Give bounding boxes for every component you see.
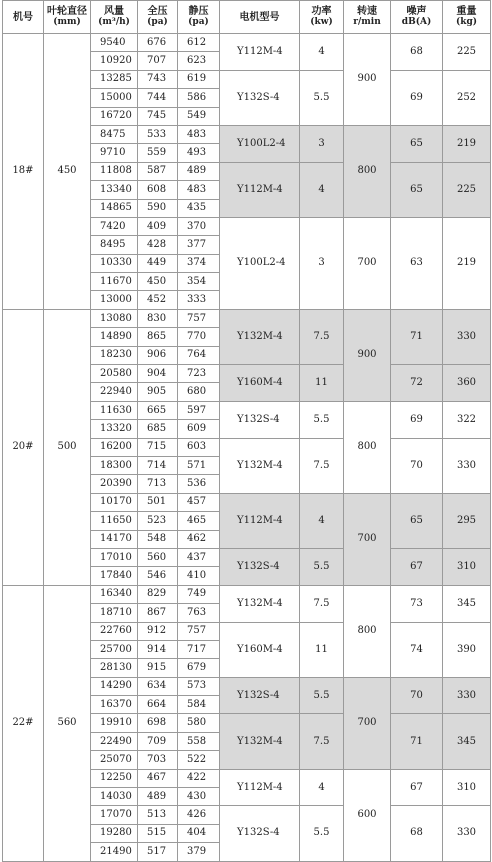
static-pressure-cell: 483 xyxy=(178,125,220,143)
impeller-diameter-cell: 450 xyxy=(44,34,91,310)
total-pressure-cell: 867 xyxy=(138,604,178,622)
total-pressure-cell: 865 xyxy=(138,328,178,346)
power-cell: 7.5 xyxy=(300,438,344,493)
speed-cell: 900 xyxy=(344,309,391,401)
motor-model-cell: Y132S-4 xyxy=(220,677,300,714)
speed-cell: 700 xyxy=(344,493,391,585)
noise-cell: 71 xyxy=(391,714,443,769)
airflow-cell: 16340 xyxy=(91,585,138,603)
total-pressure-cell: 450 xyxy=(138,273,178,291)
motor-model-cell: Y132M-4 xyxy=(220,585,300,622)
total-pressure-cell: 745 xyxy=(138,107,178,125)
total-pressure-cell: 714 xyxy=(138,456,178,474)
noise-cell: 70 xyxy=(391,438,443,493)
static-pressure-cell: 757 xyxy=(178,622,220,640)
total-pressure-cell: 707 xyxy=(138,52,178,70)
weight-cell: 390 xyxy=(443,622,491,677)
total-pressure-cell: 517 xyxy=(138,843,178,861)
motor-model-cell: Y160M-4 xyxy=(220,622,300,677)
power-cell: 4 xyxy=(300,162,344,217)
airflow-cell: 16200 xyxy=(91,438,138,456)
noise-cell: 68 xyxy=(391,806,443,861)
fan-model-cell: 20# xyxy=(3,309,44,585)
header-motor-model: 电机型号 xyxy=(220,1,300,34)
airflow-cell: 10170 xyxy=(91,493,138,511)
airflow-cell: 11630 xyxy=(91,401,138,419)
static-pressure-cell: 410 xyxy=(178,567,220,585)
motor-model-cell: Y112M-4 xyxy=(220,493,300,548)
static-pressure-cell: 764 xyxy=(178,346,220,364)
airflow-cell: 14290 xyxy=(91,677,138,695)
total-pressure-cell: 560 xyxy=(138,548,178,566)
motor-model-cell: Y132M-4 xyxy=(220,309,300,364)
motor-model-cell: Y100L2-4 xyxy=(220,125,300,162)
power-cell: 11 xyxy=(300,365,344,402)
airflow-cell: 11808 xyxy=(91,162,138,180)
airflow-cell: 13340 xyxy=(91,181,138,199)
weight-cell: 310 xyxy=(443,769,491,806)
impeller-diameter-cell: 560 xyxy=(44,585,91,861)
weight-cell: 330 xyxy=(443,677,491,714)
total-pressure-cell: 743 xyxy=(138,70,178,88)
table-row xyxy=(3,309,491,327)
airflow-cell: 25070 xyxy=(91,751,138,769)
speed-cell: 600 xyxy=(344,769,391,861)
static-pressure-cell: 619 xyxy=(178,70,220,88)
total-pressure-cell: 515 xyxy=(138,824,178,842)
header-power: 功率 (kw) xyxy=(300,1,344,34)
power-cell: 7.5 xyxy=(300,714,344,769)
airflow-cell: 9540 xyxy=(91,34,138,52)
total-pressure-cell: 467 xyxy=(138,769,178,787)
static-pressure-cell: 609 xyxy=(178,420,220,438)
header-weight: 重量 (kg) xyxy=(443,1,491,34)
total-pressure-cell: 533 xyxy=(138,125,178,143)
airflow-cell: 28130 xyxy=(91,659,138,677)
weight-cell: 360 xyxy=(443,365,491,402)
airflow-cell: 19910 xyxy=(91,714,138,732)
total-pressure-cell: 634 xyxy=(138,677,178,695)
airflow-cell: 25700 xyxy=(91,640,138,658)
airflow-cell: 14170 xyxy=(91,530,138,548)
static-pressure-cell: 763 xyxy=(178,604,220,622)
airflow-cell: 8475 xyxy=(91,125,138,143)
static-pressure-cell: 493 xyxy=(178,144,220,162)
power-cell: 5.5 xyxy=(300,677,344,714)
total-pressure-cell: 608 xyxy=(138,181,178,199)
motor-model-cell: Y132M-4 xyxy=(220,714,300,769)
weight-cell: 225 xyxy=(443,162,491,217)
total-pressure-cell: 904 xyxy=(138,365,178,383)
static-pressure-cell: 723 xyxy=(178,365,220,383)
airflow-cell: 12250 xyxy=(91,769,138,787)
motor-model-cell: Y132M-4 xyxy=(220,438,300,493)
static-pressure-cell: 374 xyxy=(178,254,220,272)
speed-cell: 700 xyxy=(344,217,391,309)
static-pressure-cell: 749 xyxy=(178,585,220,603)
airflow-cell: 11650 xyxy=(91,512,138,530)
airflow-cell: 14865 xyxy=(91,199,138,217)
total-pressure-cell: 409 xyxy=(138,217,178,235)
motor-model-cell: Y100L2-4 xyxy=(220,217,300,309)
table-row xyxy=(3,34,491,52)
airflow-cell: 16370 xyxy=(91,696,138,714)
airflow-cell: 17070 xyxy=(91,806,138,824)
header-impeller-diameter: 叶轮直径 (mm) xyxy=(44,1,91,34)
total-pressure-cell: 906 xyxy=(138,346,178,364)
total-pressure-cell: 513 xyxy=(138,806,178,824)
fan-spec-table-container xyxy=(2,0,490,862)
table-body xyxy=(3,34,491,862)
airflow-cell: 22940 xyxy=(91,383,138,401)
motor-model-cell: Y132S-4 xyxy=(220,401,300,438)
airflow-cell: 20580 xyxy=(91,365,138,383)
total-pressure-cell: 559 xyxy=(138,144,178,162)
power-cell: 3 xyxy=(300,125,344,162)
noise-cell: 69 xyxy=(391,70,443,125)
static-pressure-cell: 437 xyxy=(178,548,220,566)
noise-cell: 68 xyxy=(391,34,443,71)
static-pressure-cell: 483 xyxy=(178,181,220,199)
airflow-cell: 15000 xyxy=(91,89,138,107)
noise-cell: 63 xyxy=(391,217,443,309)
weight-cell: 295 xyxy=(443,493,491,548)
noise-cell: 65 xyxy=(391,493,443,548)
noise-cell: 67 xyxy=(391,548,443,585)
airflow-cell: 22760 xyxy=(91,622,138,640)
static-pressure-cell: 680 xyxy=(178,383,220,401)
total-pressure-cell: 698 xyxy=(138,714,178,732)
airflow-cell: 11670 xyxy=(91,273,138,291)
noise-cell: 67 xyxy=(391,769,443,806)
weight-cell: 345 xyxy=(443,714,491,769)
static-pressure-cell: 597 xyxy=(178,401,220,419)
static-pressure-cell: 679 xyxy=(178,659,220,677)
total-pressure-cell: 915 xyxy=(138,659,178,677)
noise-cell: 74 xyxy=(391,622,443,677)
static-pressure-cell: 558 xyxy=(178,732,220,750)
airflow-cell: 18300 xyxy=(91,456,138,474)
airflow-cell: 7420 xyxy=(91,217,138,235)
static-pressure-cell: 623 xyxy=(178,52,220,70)
airflow-cell: 16720 xyxy=(91,107,138,125)
static-pressure-cell: 422 xyxy=(178,769,220,787)
weight-cell: 310 xyxy=(443,548,491,585)
header-noise: 噪声 dB(A) xyxy=(391,1,443,34)
noise-cell: 69 xyxy=(391,401,443,438)
total-pressure-cell: 548 xyxy=(138,530,178,548)
total-pressure-cell: 830 xyxy=(138,309,178,327)
power-cell: 4 xyxy=(300,34,344,71)
total-pressure-cell: 676 xyxy=(138,34,178,52)
header-model: 机号 xyxy=(3,1,44,34)
total-pressure-cell: 523 xyxy=(138,512,178,530)
total-pressure-cell: 449 xyxy=(138,254,178,272)
static-pressure-cell: 612 xyxy=(178,34,220,52)
static-pressure-cell: 571 xyxy=(178,456,220,474)
static-pressure-cell: 430 xyxy=(178,788,220,806)
static-pressure-cell: 379 xyxy=(178,843,220,861)
motor-model-cell: Y132S-4 xyxy=(220,70,300,125)
static-pressure-cell: 586 xyxy=(178,89,220,107)
total-pressure-cell: 501 xyxy=(138,493,178,511)
airflow-cell: 10920 xyxy=(91,52,138,70)
motor-model-cell: Y112M-4 xyxy=(220,769,300,806)
power-cell: 11 xyxy=(300,622,344,677)
speed-cell: 800 xyxy=(344,125,391,217)
static-pressure-cell: 717 xyxy=(178,640,220,658)
fan-model-cell: 22# xyxy=(3,585,44,861)
power-cell: 5.5 xyxy=(300,401,344,438)
noise-cell: 71 xyxy=(391,309,443,364)
airflow-cell: 14030 xyxy=(91,788,138,806)
weight-cell: 322 xyxy=(443,401,491,438)
total-pressure-cell: 912 xyxy=(138,622,178,640)
weight-cell: 345 xyxy=(443,585,491,622)
power-cell: 4 xyxy=(300,493,344,548)
total-pressure-cell: 665 xyxy=(138,401,178,419)
airflow-cell: 13320 xyxy=(91,420,138,438)
header-total-pressure: 全压 (pa) xyxy=(138,1,178,34)
static-pressure-cell: 370 xyxy=(178,217,220,235)
airflow-cell: 13285 xyxy=(91,70,138,88)
static-pressure-cell: 333 xyxy=(178,291,220,309)
power-cell: 7.5 xyxy=(300,309,344,364)
static-pressure-cell: 354 xyxy=(178,273,220,291)
total-pressure-cell: 590 xyxy=(138,199,178,217)
total-pressure-cell: 489 xyxy=(138,788,178,806)
static-pressure-cell: 536 xyxy=(178,475,220,493)
total-pressure-cell: 685 xyxy=(138,420,178,438)
fan-model-cell: 18# xyxy=(3,34,44,310)
total-pressure-cell: 546 xyxy=(138,567,178,585)
power-cell: 5.5 xyxy=(300,806,344,861)
static-pressure-cell: 457 xyxy=(178,493,220,511)
header-row xyxy=(3,1,491,34)
static-pressure-cell: 770 xyxy=(178,328,220,346)
motor-model-cell: Y112M-4 xyxy=(220,162,300,217)
static-pressure-cell: 549 xyxy=(178,107,220,125)
fan-spec-table xyxy=(2,0,491,862)
static-pressure-cell: 603 xyxy=(178,438,220,456)
airflow-cell: 18710 xyxy=(91,604,138,622)
static-pressure-cell: 573 xyxy=(178,677,220,695)
noise-cell: 65 xyxy=(391,162,443,217)
noise-cell: 73 xyxy=(391,585,443,622)
header-speed: 转速 r/min xyxy=(344,1,391,34)
noise-cell: 72 xyxy=(391,365,443,402)
airflow-cell: 18230 xyxy=(91,346,138,364)
static-pressure-cell: 462 xyxy=(178,530,220,548)
weight-cell: 330 xyxy=(443,438,491,493)
motor-model-cell: Y160M-4 xyxy=(220,365,300,402)
airflow-cell: 8495 xyxy=(91,236,138,254)
total-pressure-cell: 715 xyxy=(138,438,178,456)
speed-cell: 800 xyxy=(344,585,391,677)
total-pressure-cell: 452 xyxy=(138,291,178,309)
airflow-cell: 13080 xyxy=(91,309,138,327)
power-cell: 5.5 xyxy=(300,70,344,125)
total-pressure-cell: 905 xyxy=(138,383,178,401)
power-cell: 7.5 xyxy=(300,585,344,622)
static-pressure-cell: 489 xyxy=(178,162,220,180)
airflow-cell: 17010 xyxy=(91,548,138,566)
weight-cell: 219 xyxy=(443,217,491,309)
weight-cell: 219 xyxy=(443,125,491,162)
motor-model-cell: Y112M-4 xyxy=(220,34,300,71)
impeller-diameter-cell: 500 xyxy=(44,309,91,585)
total-pressure-cell: 744 xyxy=(138,89,178,107)
power-cell: 5.5 xyxy=(300,548,344,585)
noise-cell: 65 xyxy=(391,125,443,162)
static-pressure-cell: 757 xyxy=(178,309,220,327)
airflow-cell: 21490 xyxy=(91,843,138,861)
static-pressure-cell: 584 xyxy=(178,696,220,714)
airflow-cell: 10330 xyxy=(91,254,138,272)
power-cell: 3 xyxy=(300,217,344,309)
static-pressure-cell: 404 xyxy=(178,824,220,842)
total-pressure-cell: 829 xyxy=(138,585,178,603)
noise-cell: 70 xyxy=(391,677,443,714)
header-airflow: 风量 (m³/h) xyxy=(91,1,138,34)
header-static-pressure: 静压 (pa) xyxy=(178,1,220,34)
airflow-cell: 19280 xyxy=(91,824,138,842)
weight-cell: 330 xyxy=(443,806,491,861)
speed-cell: 800 xyxy=(344,401,391,493)
static-pressure-cell: 377 xyxy=(178,236,220,254)
weight-cell: 330 xyxy=(443,309,491,364)
total-pressure-cell: 713 xyxy=(138,475,178,493)
table-row xyxy=(3,585,491,603)
weight-cell: 252 xyxy=(443,70,491,125)
total-pressure-cell: 709 xyxy=(138,732,178,750)
motor-model-cell: Y132S-4 xyxy=(220,806,300,861)
airflow-cell: 14890 xyxy=(91,328,138,346)
static-pressure-cell: 580 xyxy=(178,714,220,732)
static-pressure-cell: 426 xyxy=(178,806,220,824)
total-pressure-cell: 703 xyxy=(138,751,178,769)
speed-cell: 700 xyxy=(344,677,391,769)
static-pressure-cell: 522 xyxy=(178,751,220,769)
airflow-cell: 22490 xyxy=(91,732,138,750)
total-pressure-cell: 914 xyxy=(138,640,178,658)
weight-cell: 225 xyxy=(443,34,491,71)
airflow-cell: 13000 xyxy=(91,291,138,309)
airflow-cell: 20390 xyxy=(91,475,138,493)
speed-cell: 900 xyxy=(344,34,391,126)
total-pressure-cell: 664 xyxy=(138,696,178,714)
motor-model-cell: Y132S-4 xyxy=(220,548,300,585)
total-pressure-cell: 428 xyxy=(138,236,178,254)
static-pressure-cell: 465 xyxy=(178,512,220,530)
airflow-cell: 9710 xyxy=(91,144,138,162)
static-pressure-cell: 435 xyxy=(178,199,220,217)
power-cell: 4 xyxy=(300,769,344,806)
total-pressure-cell: 587 xyxy=(138,162,178,180)
airflow-cell: 17840 xyxy=(91,567,138,585)
